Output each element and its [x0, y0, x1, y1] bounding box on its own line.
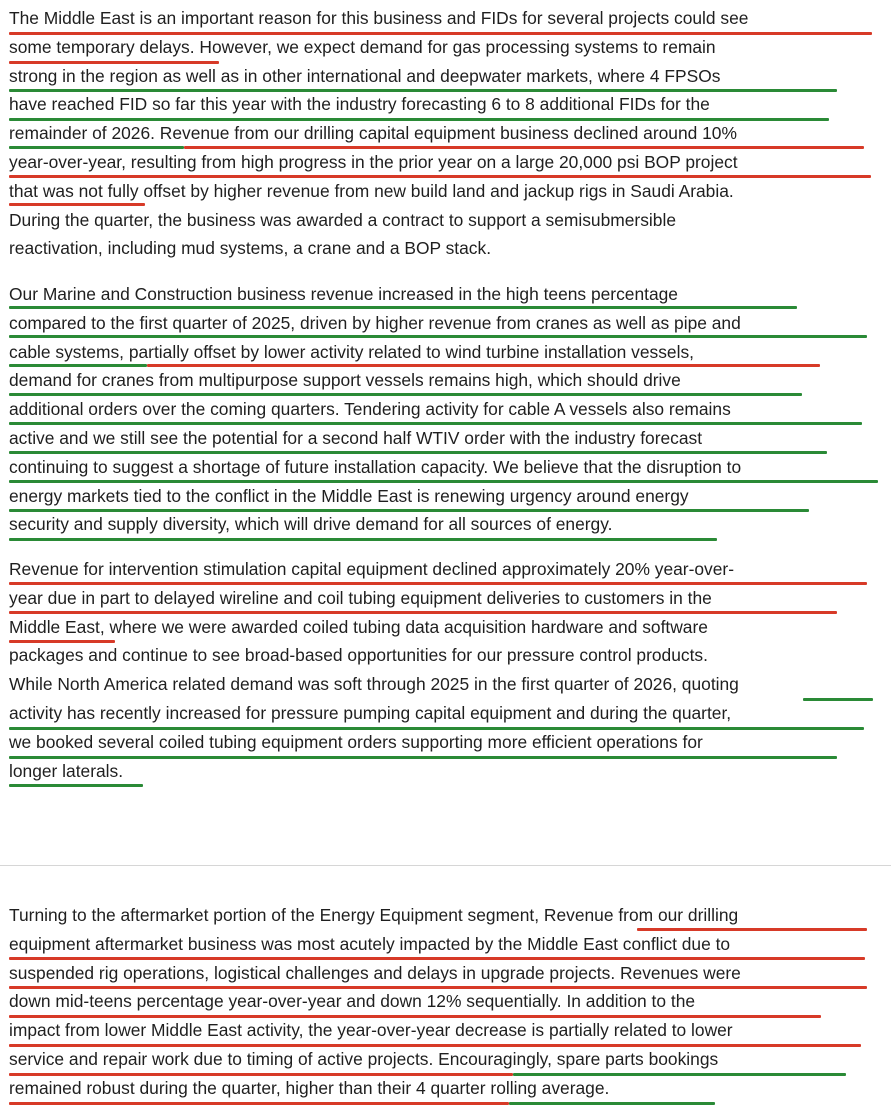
red-underline	[9, 175, 871, 178]
text-line: reactivation, including mud systems, a crane and a BOP stack.	[9, 238, 492, 259]
red-underline	[9, 32, 872, 35]
green-underline	[9, 393, 802, 396]
green-underline	[513, 1073, 846, 1076]
text-line: demand for cranes from multipurpose support vessels remains high, which should drive	[9, 370, 681, 391]
text-line: that was not fully offset by higher revenue from new build land and jackup rigs in Saudi Arabia.	[9, 180, 734, 201]
red-underline	[637, 928, 867, 931]
text-line: year-over-year, resulting from high progress in the prior year on a large 20,000 psi BOP project	[9, 151, 738, 172]
text-line: Middle East, where we were awarded coiled tubing data acquisition hardware and software	[9, 616, 708, 637]
text-line: we booked several coiled tubing equipment orders supporting more efficient operations for	[9, 731, 703, 752]
text-line: compared to the first quarter of 2025, driven by higher revenue from cranes as well as pipe and	[9, 312, 741, 333]
green-underline	[9, 480, 878, 483]
text-line: While North America related demand was soft through 2025 in the first quarter of 2026, quoting	[9, 674, 739, 695]
red-underline	[9, 582, 867, 585]
text-line: equipment aftermarket business was most acutely impacted by the Middle East conflict due to	[9, 933, 731, 954]
text-line: remainder of 2026. Revenue from our drilling capital equipment business declined around 10%	[9, 123, 737, 144]
red-underline	[9, 640, 115, 643]
red-underline	[9, 1044, 861, 1047]
red-underline	[9, 957, 865, 960]
red-underline	[9, 61, 219, 64]
text-line: strong in the region as well as in other international and deepwater markets, where 4 FPSOs	[9, 65, 721, 86]
paragraph-drilling-equipment	[9, 4, 889, 263]
paragraph-intervention-stimulation	[9, 555, 889, 785]
green-underline	[9, 756, 837, 759]
text-line: additional orders over the coming quarters. Tendering activity for cable A vessels also remains	[9, 399, 731, 420]
red-underline	[9, 203, 145, 206]
green-underline	[9, 118, 829, 121]
text-line: service and repair work due to timing of active projects. Encouragingly, spare parts bookings	[9, 1048, 719, 1069]
text-line: Turning to the aftermarket portion of the Energy Equipment segment, Revenue from our drilling	[9, 905, 739, 925]
text-line: energy markets tied to the conflict in the Middle East is renewing urgency around energy	[9, 485, 689, 506]
green-underline	[9, 89, 837, 92]
text-line: activity has recently increased for pressure pumping capital equipment and during the quarter,	[9, 702, 732, 723]
section-divider	[0, 865, 891, 866]
red-underline	[9, 986, 867, 989]
green-underline	[9, 727, 864, 730]
text-line: continuing to suggest a shortage of future installation capacity. We believe that the disruption to	[9, 456, 742, 477]
text-line: security and supply diversity, which will drive demand for all sources of energy.	[9, 514, 613, 535]
green-underline	[9, 364, 147, 367]
text-line: longer laterals.	[9, 760, 124, 781]
text-line: The Middle East is an important reason for this business and FIDs for several projects could see	[9, 8, 749, 28]
text-line: have reached FID so far this year with the industry forecasting 6 to 8 additional FIDs for the	[9, 94, 710, 115]
text-line: cable systems, partially offset by lower activity related to wind turbine installation vessels,	[9, 341, 694, 362]
green-underline	[9, 422, 862, 425]
text-line: During the quarter, the business was awarded a contract to support a semisubmersible	[9, 209, 676, 230]
text-line: impact from lower Middle East activity, the year-over-year decrease is partially related to lower	[9, 1020, 733, 1041]
green-underline	[509, 1102, 715, 1105]
red-underline	[9, 1102, 509, 1105]
text-line: packages and continue to see broad-based opportunities for our pressure control products.	[9, 645, 708, 666]
red-underline	[9, 1015, 821, 1018]
green-underline	[9, 784, 143, 787]
green-underline	[9, 306, 797, 309]
red-underline	[9, 611, 837, 614]
green-underline	[9, 538, 717, 541]
text-line: active and we still see the potential for a second half WTIV order with the industry forecast	[9, 427, 703, 448]
green-underline	[9, 451, 827, 454]
text-line: remained robust during the quarter, higher than their 4 quarter rolling average.	[9, 1077, 610, 1098]
green-underline	[9, 335, 867, 338]
text-line: down mid-teens percentage year-over-year and down 12% sequentially. In addition to the	[9, 991, 696, 1012]
green-underline	[803, 698, 873, 701]
red-underline	[9, 1073, 513, 1076]
text-line: Revenue for intervention stimulation capital equipment declined approximately 20% year-over-	[9, 559, 734, 579]
text-line: suspended rig operations, logistical challenges and delays in upgrade projects. Revenues were	[9, 962, 741, 983]
green-underline	[9, 509, 809, 512]
red-underline	[147, 364, 820, 367]
text-line: Our Marine and Construction business revenue increased in the high teens percentage	[9, 284, 678, 304]
text-line: some temporary delays. However, we expect demand for gas processing systems to remain	[9, 36, 716, 57]
paragraph-marine-construction	[9, 280, 889, 539]
red-underline	[184, 146, 864, 149]
green-underline	[9, 146, 184, 149]
text-line: year due in part to delayed wireline and coil tubing equipment deliveries to customers in the	[9, 587, 712, 608]
